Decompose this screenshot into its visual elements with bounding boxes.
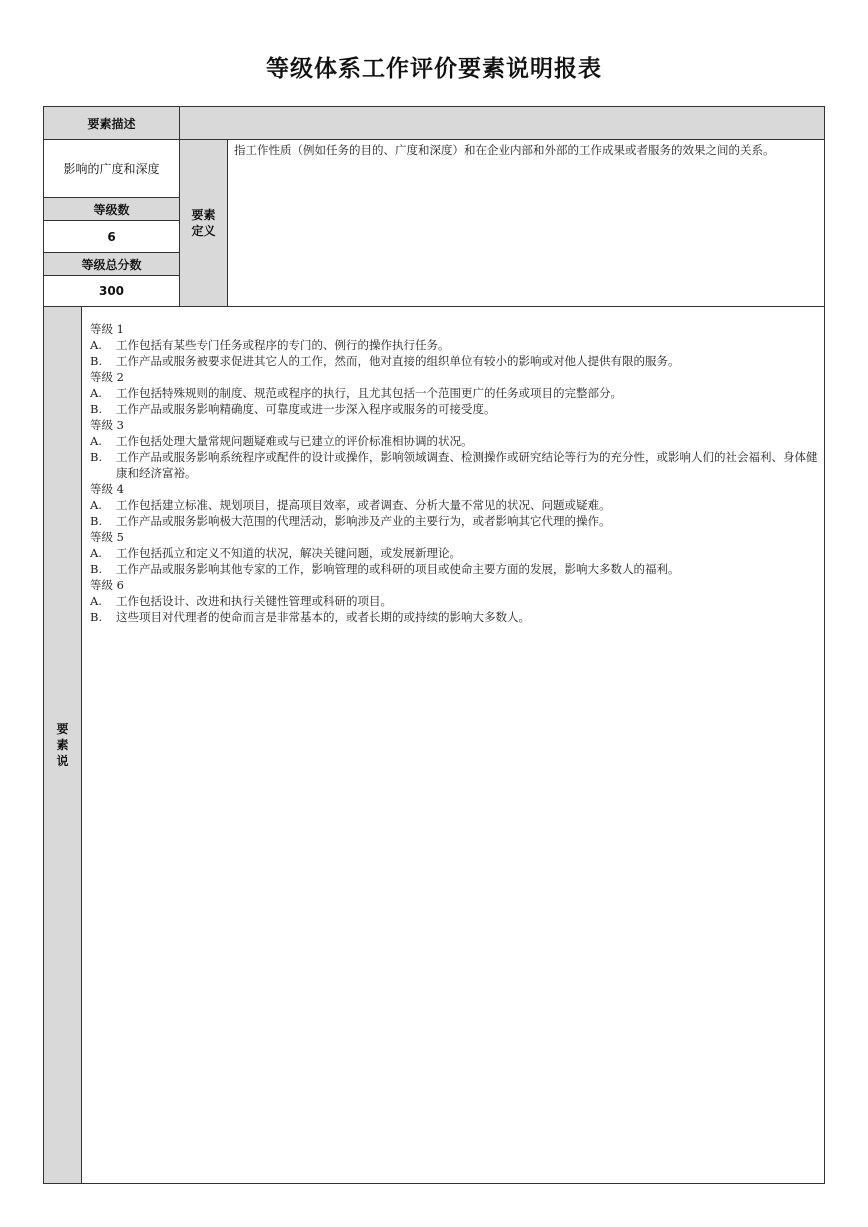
description-label — [44, 307, 82, 1183]
level-heading: 等级 6 — [90, 578, 124, 592]
description-content — [82, 307, 824, 1183]
total-score-label: 等级总分数 — [44, 253, 180, 276]
definition-label-line2: 定义 — [191, 224, 216, 238]
level-item-text: 工作包括有某些专门任务或程序的专门的、例行的操作执行任务。 — [116, 338, 450, 352]
description-label-char: 素 — [56, 738, 69, 752]
level-item-text: 工作产品或服务影响系统程序或配件的设计或操作，影响领域调查、检测操作或研究结论等行为的充分性，或影响人们的社会福利、身体健康和经济富裕。 — [116, 450, 818, 480]
level-item-tag: B. — [90, 402, 103, 416]
level-item — [90, 593, 818, 609]
level-item — [90, 433, 818, 449]
level-item-text: 这些项目对代理者的使命而言是非常基本的，或者长期的或持续的影响大多数人。 — [116, 610, 530, 624]
definition-text: 指工作性质（例如任务的目的、广度和深度）和在企业内部和外部的工作成果或者服务的效果之间的关系。 — [228, 140, 824, 307]
evaluation-form-table — [43, 106, 825, 1184]
level-item — [90, 353, 818, 369]
level-item-text: 工作包括特殊规则的制度、规范或程序的执行，且尤其包括一个范围更广的任务或项目的完整部分。 — [116, 386, 622, 400]
description-label-char: 说 — [56, 754, 69, 768]
level-item — [90, 337, 818, 353]
definition-label-line1: 要素 — [191, 208, 216, 222]
level-item-tag: B. — [90, 450, 103, 464]
factor-description-value — [180, 107, 824, 140]
level-item-tag: A. — [90, 498, 102, 512]
level-item-tag: A. — [90, 338, 102, 352]
level-heading: 等级 5 — [90, 530, 124, 544]
level-item — [90, 497, 818, 513]
level-count-label: 等级数 — [44, 198, 180, 221]
level-heading: 等级 4 — [90, 482, 124, 496]
level-item — [90, 449, 818, 481]
factor-name: 影响的广度和深度 — [44, 140, 180, 198]
level-item-text: 工作产品或服务被要求促进其它人的工作，然而，他对直接的组织单位有较小的影响或对他人提供有限的服务。 — [116, 354, 680, 368]
level-item-tag: A. — [90, 386, 102, 400]
level-item — [90, 513, 818, 529]
definition-label — [180, 140, 228, 307]
level-item — [90, 561, 818, 577]
level-item-tag: A. — [90, 434, 102, 448]
level-heading: 等级 3 — [90, 418, 124, 432]
level-item-text: 工作包括处理大量常规问题疑难或与已建立的评价标准相协调的状况。 — [116, 434, 473, 448]
level-item-tag: B. — [90, 610, 103, 624]
level-item — [90, 385, 818, 401]
level-item — [90, 545, 818, 561]
level-heading: 等级 1 — [90, 322, 124, 336]
total-score-value: 300 — [44, 276, 180, 307]
level-item-tag: B. — [90, 562, 103, 576]
level-item-text: 工作产品或服务影响其他专家的工作，影响管理的或科研的项目或使命主要方面的发展，影响大多数人的福利。 — [116, 562, 680, 576]
page-title: 等级体系工作评价要素说明报表 — [266, 56, 602, 82]
level-item-text: 工作产品或服务影响极大范围的代理活动，影响涉及产业的主要行为，或者影响其它代理的操作。 — [116, 514, 611, 528]
description-label-char: 要 — [56, 722, 69, 736]
level-item-tag: B. — [90, 514, 103, 528]
level-item-text: 工作包括孤立和定义不知道的状况，解决关键问题，或发展新理论。 — [116, 546, 461, 560]
level-item-tag: A. — [90, 594, 102, 608]
level-item-text: 工作包括建立标准、规划项目，提高项目效率，或者调查、分析大量不常见的状况、问题或疑难。 — [116, 498, 611, 512]
level-item-text: 工作包括设计、改进和执行关键性管理或科研的项目。 — [116, 594, 392, 608]
level-heading: 等级 2 — [90, 370, 124, 384]
level-item — [90, 609, 818, 625]
level-count-value: 6 — [44, 221, 180, 253]
level-item-tag: B. — [90, 354, 103, 368]
level-item-text: 工作产品或服务影响精确度、可靠度或进一步深入程序或服务的可接受度。 — [116, 402, 496, 416]
factor-description-label: 要素描述 — [44, 107, 180, 140]
level-item — [90, 401, 818, 417]
level-item-tag: A. — [90, 546, 102, 560]
